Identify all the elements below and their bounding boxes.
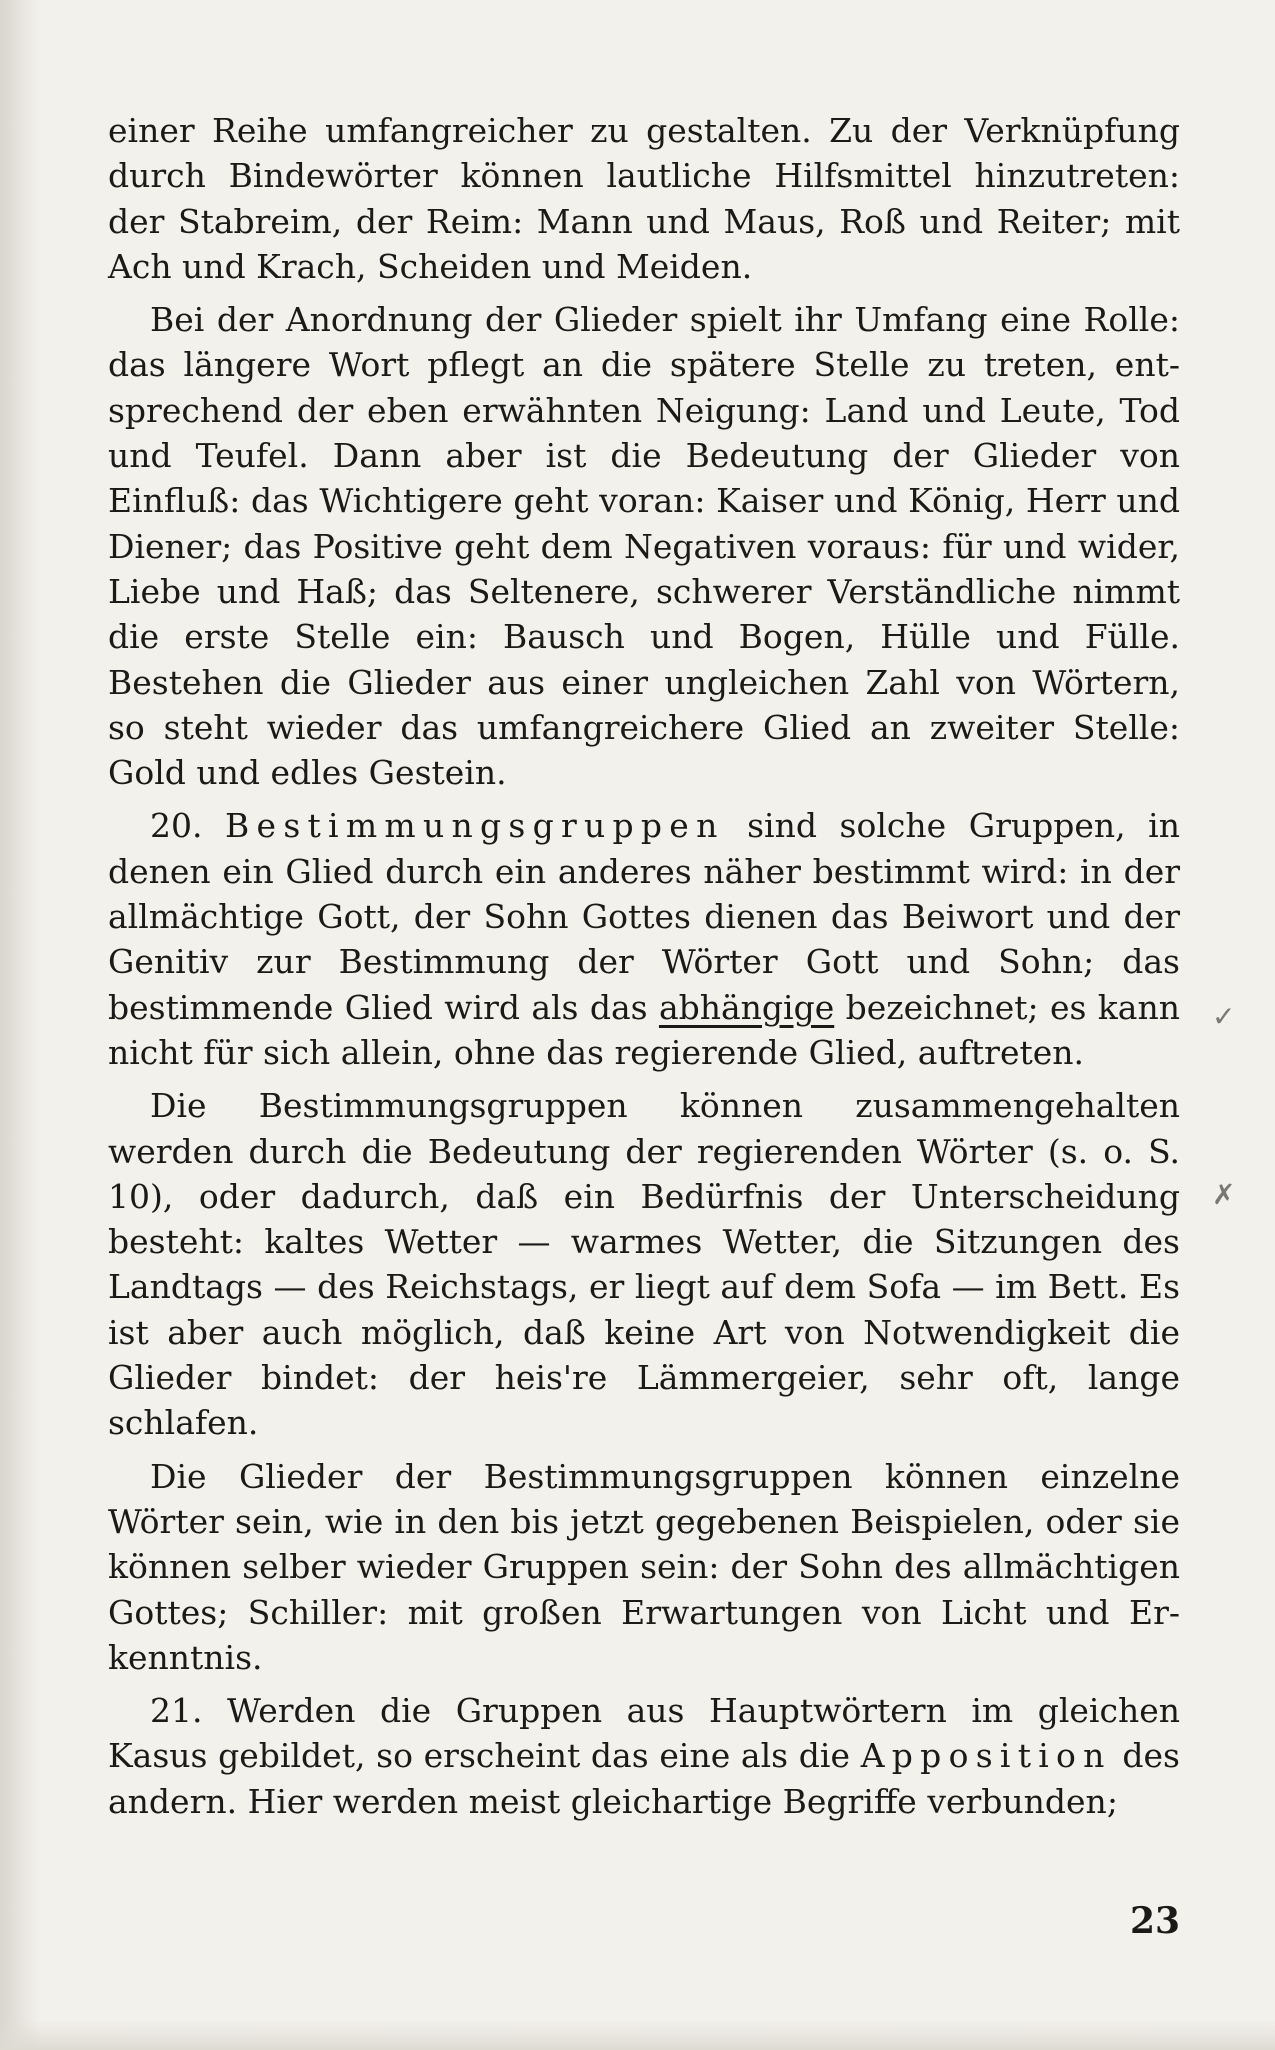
text-run: einer Reihe umfangreicher zu gestalten. Zu der Verknüpfung durch Bindewörter können lautliche Hilfsmittel hinzutreten: der Stabreim, der Reim: Mann und Maus, Roß und Reiter; mit Ach und Krach, Scheiden und Meiden. [108,111,1180,286]
spaced-term: Apposition [860,1736,1112,1776]
paragraph-1 [108,108,1180,289]
body-text [108,108,1180,1832]
spaced-term: Bestimmungsgruppen [225,806,725,846]
underlined-term: abhängige [658,987,835,1027]
paragraph-6 [108,1688,1180,1824]
text-run: Die Bestimmungsgruppen können zusammengehalten werden durch die Bedeutung der regierenden Wörter (s. o. S. 10), oder dadurch, daß ein Bedürfnis der Unterscheidung besteht: kaltes Wetter — warmes Wetter, die Sitzungen des Landtags — des Reichstags, er liegt auf dem Sofa — im Bett. Es ist aber auch möglich, daß keine Art von Notwendigkeit die Glieder bindet: der heis're Lämmergeier, sehr oft, lange schlafen. [108,1086,1180,1443]
paragraph-5 [108,1454,1180,1680]
text-run: bezeichnet; es kann nicht für sich allein, ohne das regierende Glied, auftreten. [108,987,1180,1072]
margin-mark-check: ✓ [1212,1000,1236,1033]
text-run: Bei der Anordnung der Glieder spielt ihr Umfang eine Rolle: das längere Wort pflegt an die spätere Stelle zu treten, entsprechend der eben erwähnten Neigung: Land und Leute, Tod und Teufel. Dann aber ist die Bedeutung der Glieder von Einfluß: das Wichtigere geht voran: Kaiser und König, Herr und Diener; das Positive geht dem Negativen voraus: für und wider, Liebe und Haß; das Seltenere, schwerer Verständliche nimmt die erste Stelle ein: Bausch und Bogen, Hülle und Fülle. Bestehen die Glieder aus einer ungleichen Zahl von Wörtern, so steht wieder das umfangreichere Glied an zweiter Stelle: Gold und edles Gestein. [108,300,1180,793]
paragraph-3 [108,803,1180,1075]
text-run: 20. [150,806,226,846]
paragraph-4 [108,1083,1180,1445]
page-number: 23 [1130,1900,1181,1942]
margin-mark-cross: ✗ [1212,1178,1236,1211]
text-run: Die Glieder der Bestimmungsgruppen können einzelne Wörter sein, wie in den bis jetzt gegebenen Beispielen, oder sie können selber wieder Gruppen sein: der Sohn des allmächtigen Gottes; Schiller: mit großen Erwartungen von Licht und Erkenntnis. [108,1456,1180,1677]
paragraph-2 [108,297,1180,795]
text-run: sind solche Gruppen, in denen ein Glied durch ein anderes näher bestimmt wird: in der allmächtige Gott, der Sohn Gottes dienen das Beiwort und der Genitiv zur Bestimmung der Wörter Gott und Sohn; das bestimmende Glied wird als das [108,806,1180,1027]
text-run: 21. Werden die Gruppen aus Hauptwörtern im gleichen Kasus gebildet, so erscheint das eine als die [108,1691,1180,1776]
text-run: des andern. Hier werden meist gleichartige Begriffe verbunden; [108,1736,1180,1821]
